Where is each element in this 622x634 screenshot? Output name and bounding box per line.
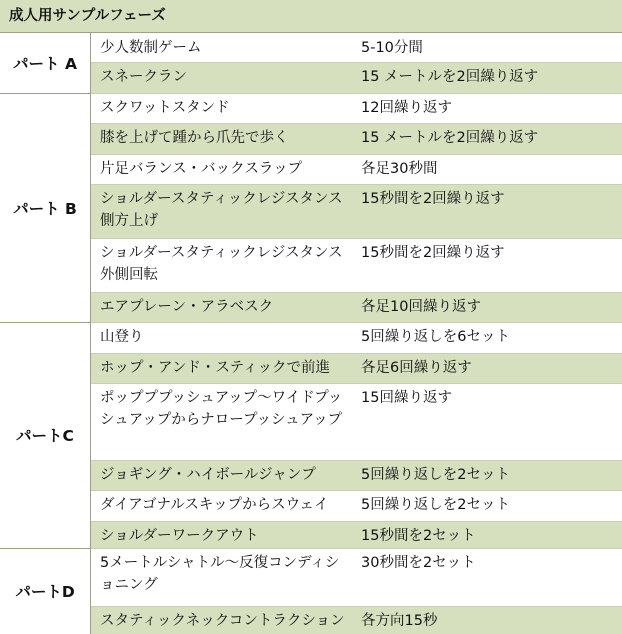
reps-cell: 12回繰り返す <box>361 100 452 116</box>
reps-cell: 15 メートルを2回繰り返す <box>361 69 539 85</box>
part-divider <box>0 322 90 323</box>
exercise-cell: ダイアゴナルスキップからスウェイ <box>100 497 329 513</box>
row-divider <box>91 62 622 63</box>
reps-cell: 30秒間を2セット <box>361 555 476 571</box>
exercise-cell: エアプレーン・アラベスク <box>100 299 274 315</box>
exercise-cell: 少人数制ゲーム <box>100 40 202 56</box>
table-title: 成人用サンプルフェーズ <box>9 8 166 24</box>
reps-cell: 15秒間を2セット <box>361 528 476 544</box>
exercise-cell: 5メートルシャトル〜反復コンディショニング <box>100 555 340 593</box>
row-divider <box>91 322 622 323</box>
row-divider <box>91 292 622 293</box>
row-divider <box>91 521 622 522</box>
exercise-cell: ショルダーワークアウト <box>100 528 259 544</box>
row-divider <box>91 238 622 239</box>
reps-cell: 15 メートルを2回繰り返す <box>361 130 539 146</box>
exercise-cell: 山登り <box>100 329 144 345</box>
reps-cell: 5-10分間 <box>361 40 423 56</box>
row-divider <box>91 184 622 185</box>
row-divider <box>91 460 622 461</box>
part-label: パート B <box>13 199 77 218</box>
reps-cell: 5回繰り返しを6セット <box>361 329 510 345</box>
exercise-cell: 膝を上げて踵から爪先で歩く <box>100 130 289 146</box>
row-divider <box>91 93 622 94</box>
row-divider <box>91 154 622 155</box>
reps-cell: 15秒間を2回繰り返す <box>361 191 505 207</box>
reps-cell: 5回繰り返しを2セット <box>361 497 510 513</box>
exercise-cell: スタティックネックコントラクション <box>100 613 345 629</box>
row-divider <box>91 353 622 354</box>
row-divider <box>91 123 622 124</box>
row-divider <box>91 548 622 549</box>
reps-cell: 各方向15秒 <box>361 613 438 629</box>
exercise-cell: スネークラン <box>100 69 187 85</box>
reps-cell: 各足6回繰り返す <box>361 360 472 376</box>
row-divider <box>91 606 622 607</box>
reps-cell: 15回繰り返す <box>361 390 452 406</box>
exercise-cell: ショルダースタティックレジスタンス外側回転 <box>100 245 343 283</box>
reps-cell: 各足30秒間 <box>361 161 438 177</box>
exercise-cell: 片足バランス・バックスラップ <box>100 161 303 177</box>
part-label: パートC <box>16 427 74 445</box>
reps-cell: 各足10回繰り返す <box>361 299 481 315</box>
title-rule <box>0 32 622 33</box>
reps-cell: 15秒間を2回繰り返す <box>361 245 505 261</box>
row-divider <box>91 383 622 384</box>
table-title-bar <box>0 0 622 33</box>
row-divider <box>91 490 622 491</box>
exercise-cell: ホップ・アンド・スティックで前進 <box>100 360 330 376</box>
exercise-cell: スクワットスタンド <box>100 100 230 116</box>
reps-cell: 5回繰り返しを2セット <box>361 467 510 483</box>
exercise-cell: ポップププッシュアップ〜ワイドプッシュアップからナロープッシュアップ <box>100 390 343 428</box>
exercise-cell: ショルダースタティックレジスタンス側方上げ <box>100 191 343 229</box>
part-label: パート A <box>13 55 77 73</box>
part-divider <box>0 93 90 94</box>
part-divider <box>0 548 90 549</box>
exercise-cell: ジョギング・ハイボールジャンプ <box>100 467 316 483</box>
part-label: パートD <box>15 583 75 601</box>
column-divider <box>90 33 91 634</box>
